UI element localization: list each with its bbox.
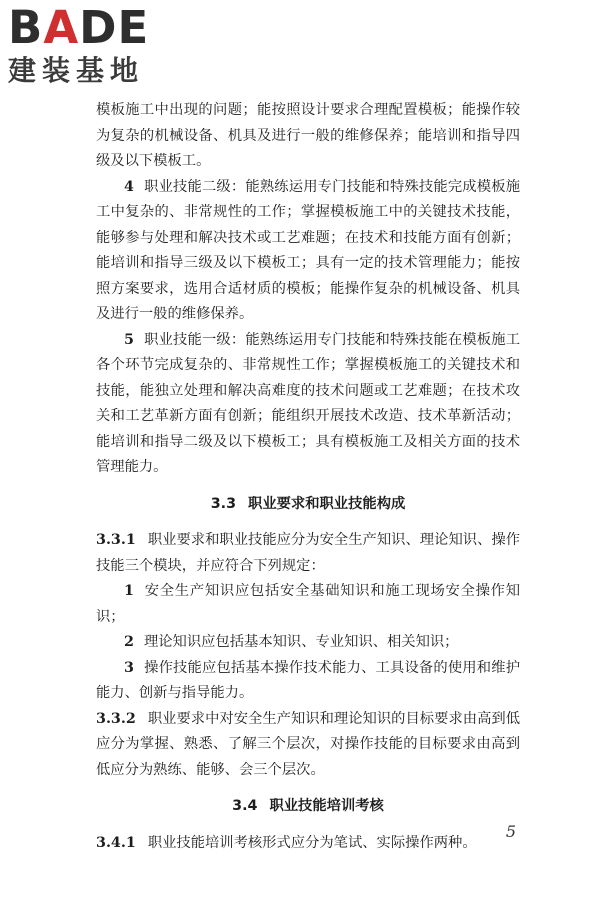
list-item: [96, 656, 520, 707]
clause-3-4-1: [96, 831, 520, 857]
clause-3-3-2: [96, 707, 520, 784]
section-heading-3-3: [96, 492, 520, 518]
paragraph-continuation: 模板施工中出现的问题；能按照设计要求合理配置模板；能操作较为复杂的机械设备、机具及进行一般的维修保养；能培训和指导四级及以下模板工。: [96, 102, 520, 169]
section-title: 职业技能培训考核: [269, 798, 384, 814]
logo-chinese-text: 建装基地: [8, 54, 145, 87]
section-number: 3.4: [232, 798, 258, 814]
clause-text: 职业技能培训考核形式应分为笔试、实际操作两种。: [147, 834, 477, 851]
list-item: [96, 579, 520, 630]
clause-3-3-1: [96, 528, 520, 579]
page-content: [96, 98, 520, 856]
paragraph-level-1: [96, 328, 520, 481]
section-heading-3-4: [96, 794, 520, 820]
logo-letters-de: DE: [79, 1, 150, 54]
section-title: 职业要求和职业技能构成: [248, 495, 406, 512]
section-number: 3.3: [210, 495, 237, 512]
logo-letter-a: A: [43, 1, 80, 54]
list-item-text: 操作技能应包括基本操作技术能力、工具设备的使用和维护能力、创新与指导能力。: [96, 659, 520, 701]
list-item: [96, 630, 520, 656]
item-number: 4: [124, 178, 134, 195]
paragraph-level-2: [96, 175, 520, 328]
list-item-text: 安全生产知识应包括安全基础知识和施工现场安全操作知识；: [96, 583, 520, 625]
logo-wordmark: [8, 2, 149, 54]
paragraph-text: 职业技能二级：能熟练运用专门技能和特殊技能完成模板施工中复杂的、非常规性的工作；掌握模板施工中的关键技术技能，能够参与处理和解决技术或工艺难题；在技术和技能方面有创新；能培训和指导三级及以下模板工；具有一定的技术管理能力；能按照方案要求，选用合适材质的模板；能操作复杂的机械设备、机具及进行一般的维修保养。: [96, 178, 520, 322]
item-number: 2: [124, 634, 134, 650]
page-number: 5: [505, 822, 516, 841]
item-number: 1: [124, 583, 134, 599]
item-number: 5: [124, 331, 134, 348]
clause-number: 3.3.1: [96, 532, 136, 548]
logo-letter-b: B: [8, 1, 44, 54]
clause-number: 3.3.2: [96, 710, 136, 727]
clause-text: 职业要求和职业技能应分为安全生产知识、理论知识、操作技能三个模块，并应符合下列规定：: [96, 532, 520, 574]
clause-text: 职业要求中对安全生产知识和理论知识的目标要求由高到低应分为掌握、熟悉、了解三个层次，对操作技能的目标要求由高到低应分为熟练、能够、会三个层次。: [96, 710, 520, 778]
clause-number: 3.4.1: [96, 834, 136, 851]
item-number: 3: [124, 659, 134, 676]
paragraph-text: 职业技能一级：能熟练运用专门技能和特殊技能在模板施工各个环节完成复杂的、非常规性工作；掌握模板施工的关键技术和技能，能独立处理和解决高难度的技术问题或工艺难题；在技术攻关和工艺革新方面有创新；能组织开展技术改造、技术革新活动；能培训和指导二级及以下模板工；具有模板施工及相关方面的技术管理能力。: [96, 331, 520, 475]
bade-logo: [8, 2, 178, 94]
list-item-text: 理论知识应包括基本知识、专业知识、相关知识；: [143, 634, 459, 650]
